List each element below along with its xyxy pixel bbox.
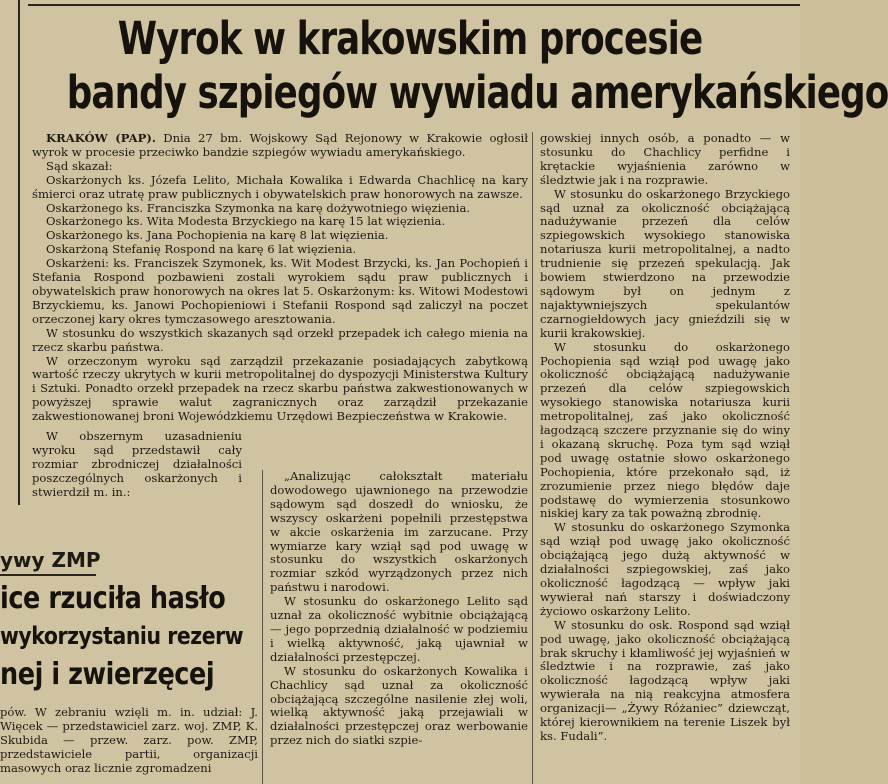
headline-line-2: bandy szpiegów wywiadu amerykańskiego — [66, 66, 888, 119]
fragment-headline-1: ice rzuciła hasło — [0, 581, 226, 616]
paragraph: Oskarżonego ks. Jana Pochopienia na karę 8 lat więzienia. — [46, 228, 389, 243]
top-rule — [28, 4, 800, 6]
paragraph: Sąd skazał: — [46, 158, 113, 173]
headline-line-1: Wyrok w krakowskim procesie — [117, 12, 703, 65]
paragraph: W orzeczonym wyroku sąd zarządził przekazanie posiadających zabytkową wartość rzeczy ukrytych w kurii metropolitalnej do dyspozycji Ministerstwa Kultury i Sztuki. Ponadto orzekł przepadek na rzecz skarbu państwa zakwestionowanych w powyższej sprawie walut zagranicznych oraz zarządził przekazanie zakwestionowanej broni Wojewódzkiemu Urzędowi Bezpieczeństwa w Krakowie. — [32, 353, 528, 424]
article-column-1 — [32, 132, 528, 500]
lead-paragraph: KRAKÓW (PAP). Dnia 27 bm. Wojskowy Sąd Rejonowy w Krakowie ogłosił wyrok w procesie przeciwko bandzie szpiegów wywiadu amerykańskiego. — [32, 131, 529, 159]
paragraph: gowskiej innych osób, a ponadto — w stosunku do Chachlicy perfidne i krętackie wyjaśnienia zarówno w śledztwie jak i na rozprawie. — [540, 131, 790, 187]
paragraph: Oskarżonych ks. Józefa Lelito, Michała Kowalika i Edwarda Chachlicę na kary śmierci oraz utratę praw publicznych i obywatelskich praw honorowych na zawsze. — [32, 172, 528, 201]
paragraph: W stosunku do osk. Rospond sąd wziął pod uwagę, jako okoliczność obciążającą brak skruchy i kłamliwość jej wyjaśnień w śledztwie i na rozprawie, zaś jako okoliczność łagodzącą wpływ jaki wywierała na nią reakcyjna atmosfera organizacji— „Żywy Różaniec” dziewcząt, której kierownikiem na terenie Liszek był ks. Fudali”. — [540, 617, 790, 743]
dateline: KRAKÓW (PAP). — [46, 131, 156, 145]
column-rule — [532, 132, 533, 784]
paragraph: W stosunku do oskarżonego Szymonka sąd wziął pod uwagę jako okoliczność obciążającą jego dużą aktywność w działalności szpiegowskiej, zaś jako okoliczność łagodzącą — wpływ jaki wywierał nań starszy i doświadczony życiowo oskarżony Lelito. — [540, 520, 790, 618]
fragment-headline-2: wykorzystaniu rezerw — [0, 622, 244, 650]
section-rule — [0, 574, 96, 576]
paragraph: Oskarżoną Stefanię Rospond na karę 6 lat więzienia. — [46, 242, 357, 257]
paragraph: W stosunku do oskarżonego Lelito sąd uznał za okoliczność wybitnie obciążającą — jego poprzednią działalność w podziemiu i wielką aktywność, jaką ujawniał w działalności przestępczej. — [270, 594, 528, 664]
paragraph: W stosunku do oskarżonych Kowalika i Chachlicy sąd uznał za okoliczność obciążającą szczególne nasilenie złej woli, wielką aktywność jaką przejawiali w działalności przestępczej oraz werbowanie przez nich do siatki szpie- — [270, 663, 528, 748]
fragment-body: pów. W zebraniu wzięli m. in. udział: J. Więcek — przedstawiciel zarz. woj. ZMP, K. Skubida — przew. zarz. pow. ZMP, przedstawiciele partii, organizacji masowych oraz licznie zgromadzeni — [0, 705, 258, 775]
paragraph: Oskarżonego ks. Franciszka Szymonka na karę dożywotniego więzienia. — [46, 200, 471, 215]
column-rule — [262, 470, 263, 784]
paragraph: Oskarżonego ks. Wita Modesta Brzyckiego na karę 15 lat więzienia. — [46, 214, 446, 229]
section-label: ywy ZMP — [0, 548, 101, 572]
paragraph: Oskarżeni: ks. Franciszek Szymonek, ks. Wit Modest Brzycki, ks. Jan Pochopień i Stefania Rospond pozbawieni zostali wyrokiem sądu praw publicznych i obywatelskich praw honorowych na okres lat 5. Oskarżonym: ks. Witowi Modestowi Brzyckiemu, ks. Janowi Pochopieniowi i Stefanii Rospond sąd zaliczył na poczet orzeczonej kary okres tymczasowego aresztowania. — [32, 256, 528, 326]
paragraph: „Analizując całokształt materiału dowodowego ujawnionego na przewodzie sądowym sąd doszedł do wniosku, że wszyscy oskarżeni popełnili przestępstwa w akcie oskarżenia im zarzucane. Przy wymiarze kary wziął sąd pod uwagę w stosunku do wszystkich oskarżonych rozmiar szkód wyrządzonych przez nich państwu i narodowi. — [270, 469, 528, 595]
article-column-2 — [270, 470, 528, 748]
paragraph: W stosunku do wszystkich skazanych sąd orzekł przepadek ich całego mienia na rzecz skarbu państwa. — [32, 325, 528, 354]
fragment-headline-3: nej i zwierzęcej — [0, 657, 215, 692]
left-column-rule — [18, 0, 20, 505]
paragraph: W stosunku do oskarżonego Brzyckiego sąd uznał za okoliczność obciążającą nadużywanie przezeń dla celów szpiegowskich wysokiego stanowiska notariusza kurii metropolitalnej, a nadto trudnienie się przezeń spekulacją. Jak bowiem stwierdzono na przewodzie sądowym był on jednym z najaktywniejszych spekulantów czarnogiełdowych jacy gnieździli się w kurii krakowskiej. — [540, 186, 790, 340]
paragraph: W stosunku do oskarżonego Pochopienia sąd wziął pod uwagę jako okoliczność obciążającą nadużywanie przezeń dla celów szpiegowskich wysokiego stanowiska notariusza kurii metropolitalnej, zaś jako okoliczność łagodzącą szczere przyznanie się do winy i okazaną skruchę. Poza tym sąd wziął pod uwagę ostatnie słowo oskarżonego Pochopienia, które przekonało sąd, iż zrozumienie przez niego błędów daje podstawę do wymierzenia stosunkowo niskiej kary za tak poważną zbrodnię. — [540, 339, 790, 521]
article-column-3 — [540, 132, 790, 744]
paragraph: W obszernym uzasadnieniu wyroku sąd przedstawił cały rozmiar zbrodniczej działalności poszczególnych oskarżonych i stwierdził m. in.: — [32, 429, 242, 499]
